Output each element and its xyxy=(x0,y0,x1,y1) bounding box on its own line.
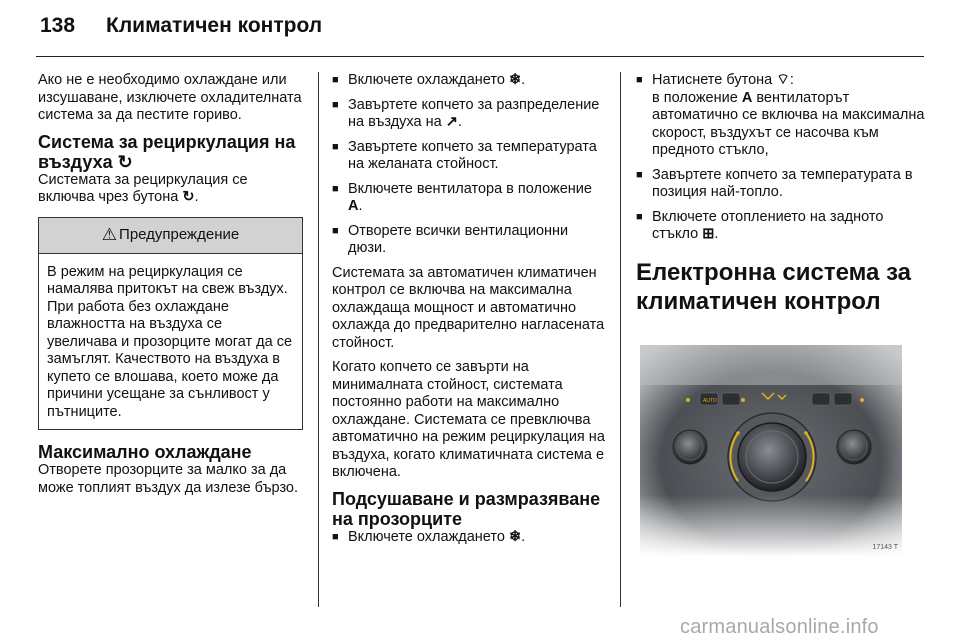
list-item: ■ Отворете всички вентилационни дюзи. xyxy=(332,222,569,256)
intro-paragraph: Ако не е необходимо охлаждане или изсушаване, изключете охладителната система за да пестите гориво. xyxy=(38,72,302,123)
warning-text: В режим на рециркулация се намалява притокът на свеж въздух. При работа без охлаждане влажността на въздуха се увеличава и прозорците могат да се замъглят. Качеството на въздуха в купето се влошава, което може да причини усещане за сънливост у пътниците. xyxy=(47,263,293,420)
page-header xyxy=(40,14,322,46)
warning-box xyxy=(38,217,303,431)
column-divider-1 xyxy=(318,72,319,607)
list-item: ■ Завъртете копчето за температурата на желаната стойност. xyxy=(332,138,597,172)
warning-title: Предупреждение xyxy=(119,226,240,244)
figure-code: 17143 T xyxy=(872,544,898,551)
list-item: ■ Включете вентилатора в положение A. xyxy=(332,180,592,214)
list-item: ■ Завъртете копчето за разпределение на въздуха на ↗. xyxy=(332,96,600,130)
max-cooling-heading: Максимално охлаждане xyxy=(38,442,252,462)
ecc-heading: Електронна система за климатичен контрол xyxy=(636,258,912,315)
page-number: 138 xyxy=(40,14,76,37)
list-item: ■ Завъртете копчето за температурата в позиция най-топло. xyxy=(636,166,913,200)
bullet-icon: ■ xyxy=(332,140,339,153)
column-3 xyxy=(636,72,928,322)
list-item: ■ Включете охлаждането ❄. xyxy=(332,72,526,88)
warning-icon: ⚠ xyxy=(101,225,118,245)
recirculation-text: Системата за рециркулация се включва чрез бутона ↻. xyxy=(38,171,248,205)
watermark-text: carmanualsonline.info xyxy=(680,616,879,638)
max-cooling-text: Отворете прозорците за малко за да може топлият въздух да излезе бързо. xyxy=(38,462,299,496)
column-1 xyxy=(38,72,303,504)
recirculation-icon: ↻ xyxy=(117,151,133,172)
bullet-icon: ■ xyxy=(332,74,339,86)
bullet-icon: ■ xyxy=(332,530,339,543)
front-defrost-icon: ⌔ xyxy=(776,72,790,88)
air-vent-icon: ↗ xyxy=(445,114,458,130)
bullet-icon: ■ xyxy=(332,224,339,237)
recirculation-icon: ↻ xyxy=(182,189,195,205)
defog-heading: Подсушаване и размразяване на прозорците xyxy=(332,488,601,529)
header-divider xyxy=(36,56,924,57)
page-title: Климатичен контрол xyxy=(106,14,323,37)
bullet-icon: ■ xyxy=(332,98,339,111)
recirculation-heading: Система за рециркулация на въздуха ↻ xyxy=(38,131,296,172)
list-item: ■ Включете охлаждането ❄. xyxy=(332,528,526,545)
snowflake-icon: ❄ xyxy=(508,528,522,545)
svg-text:AUTO: AUTO xyxy=(703,398,717,404)
climate-panel-illustration xyxy=(640,345,902,557)
warning-header xyxy=(39,218,302,254)
bullet-icon: ■ xyxy=(636,168,643,181)
snowflake-icon: ❄ xyxy=(508,72,522,88)
list-item: ■ Включете отоплението на задното стъкло ⊞. xyxy=(636,208,884,242)
column-2 xyxy=(332,72,607,553)
column-divider-2 xyxy=(620,72,621,607)
bullet-icon: ■ xyxy=(636,210,643,223)
bullet-icon: ■ xyxy=(332,182,339,195)
bullet-icon: ■ xyxy=(636,74,643,86)
climate-panel-photo xyxy=(640,345,902,557)
min-value-paragraph: Когато копчето се завърти на минималната стойност, системата постоянно работи на максимално охлаждане. Системата се превключва автоматично на режим рециркулация на въздуха, когато климатичната система е включена. xyxy=(332,359,605,480)
auto-climate-paragraph: Системата за автоматичен климатичен контрол се включва на максимална охлаждаща мощност и автоматично охлажда до предварително нагласената стойност. xyxy=(332,264,605,351)
rear-defrost-icon: ⊞ xyxy=(702,226,715,242)
list-item: ■ Натиснете бутона ⌔: в положение A вентилаторът автоматично се включва на максимална скорост, въздухът се насочва към предното стъкло, xyxy=(636,72,925,158)
